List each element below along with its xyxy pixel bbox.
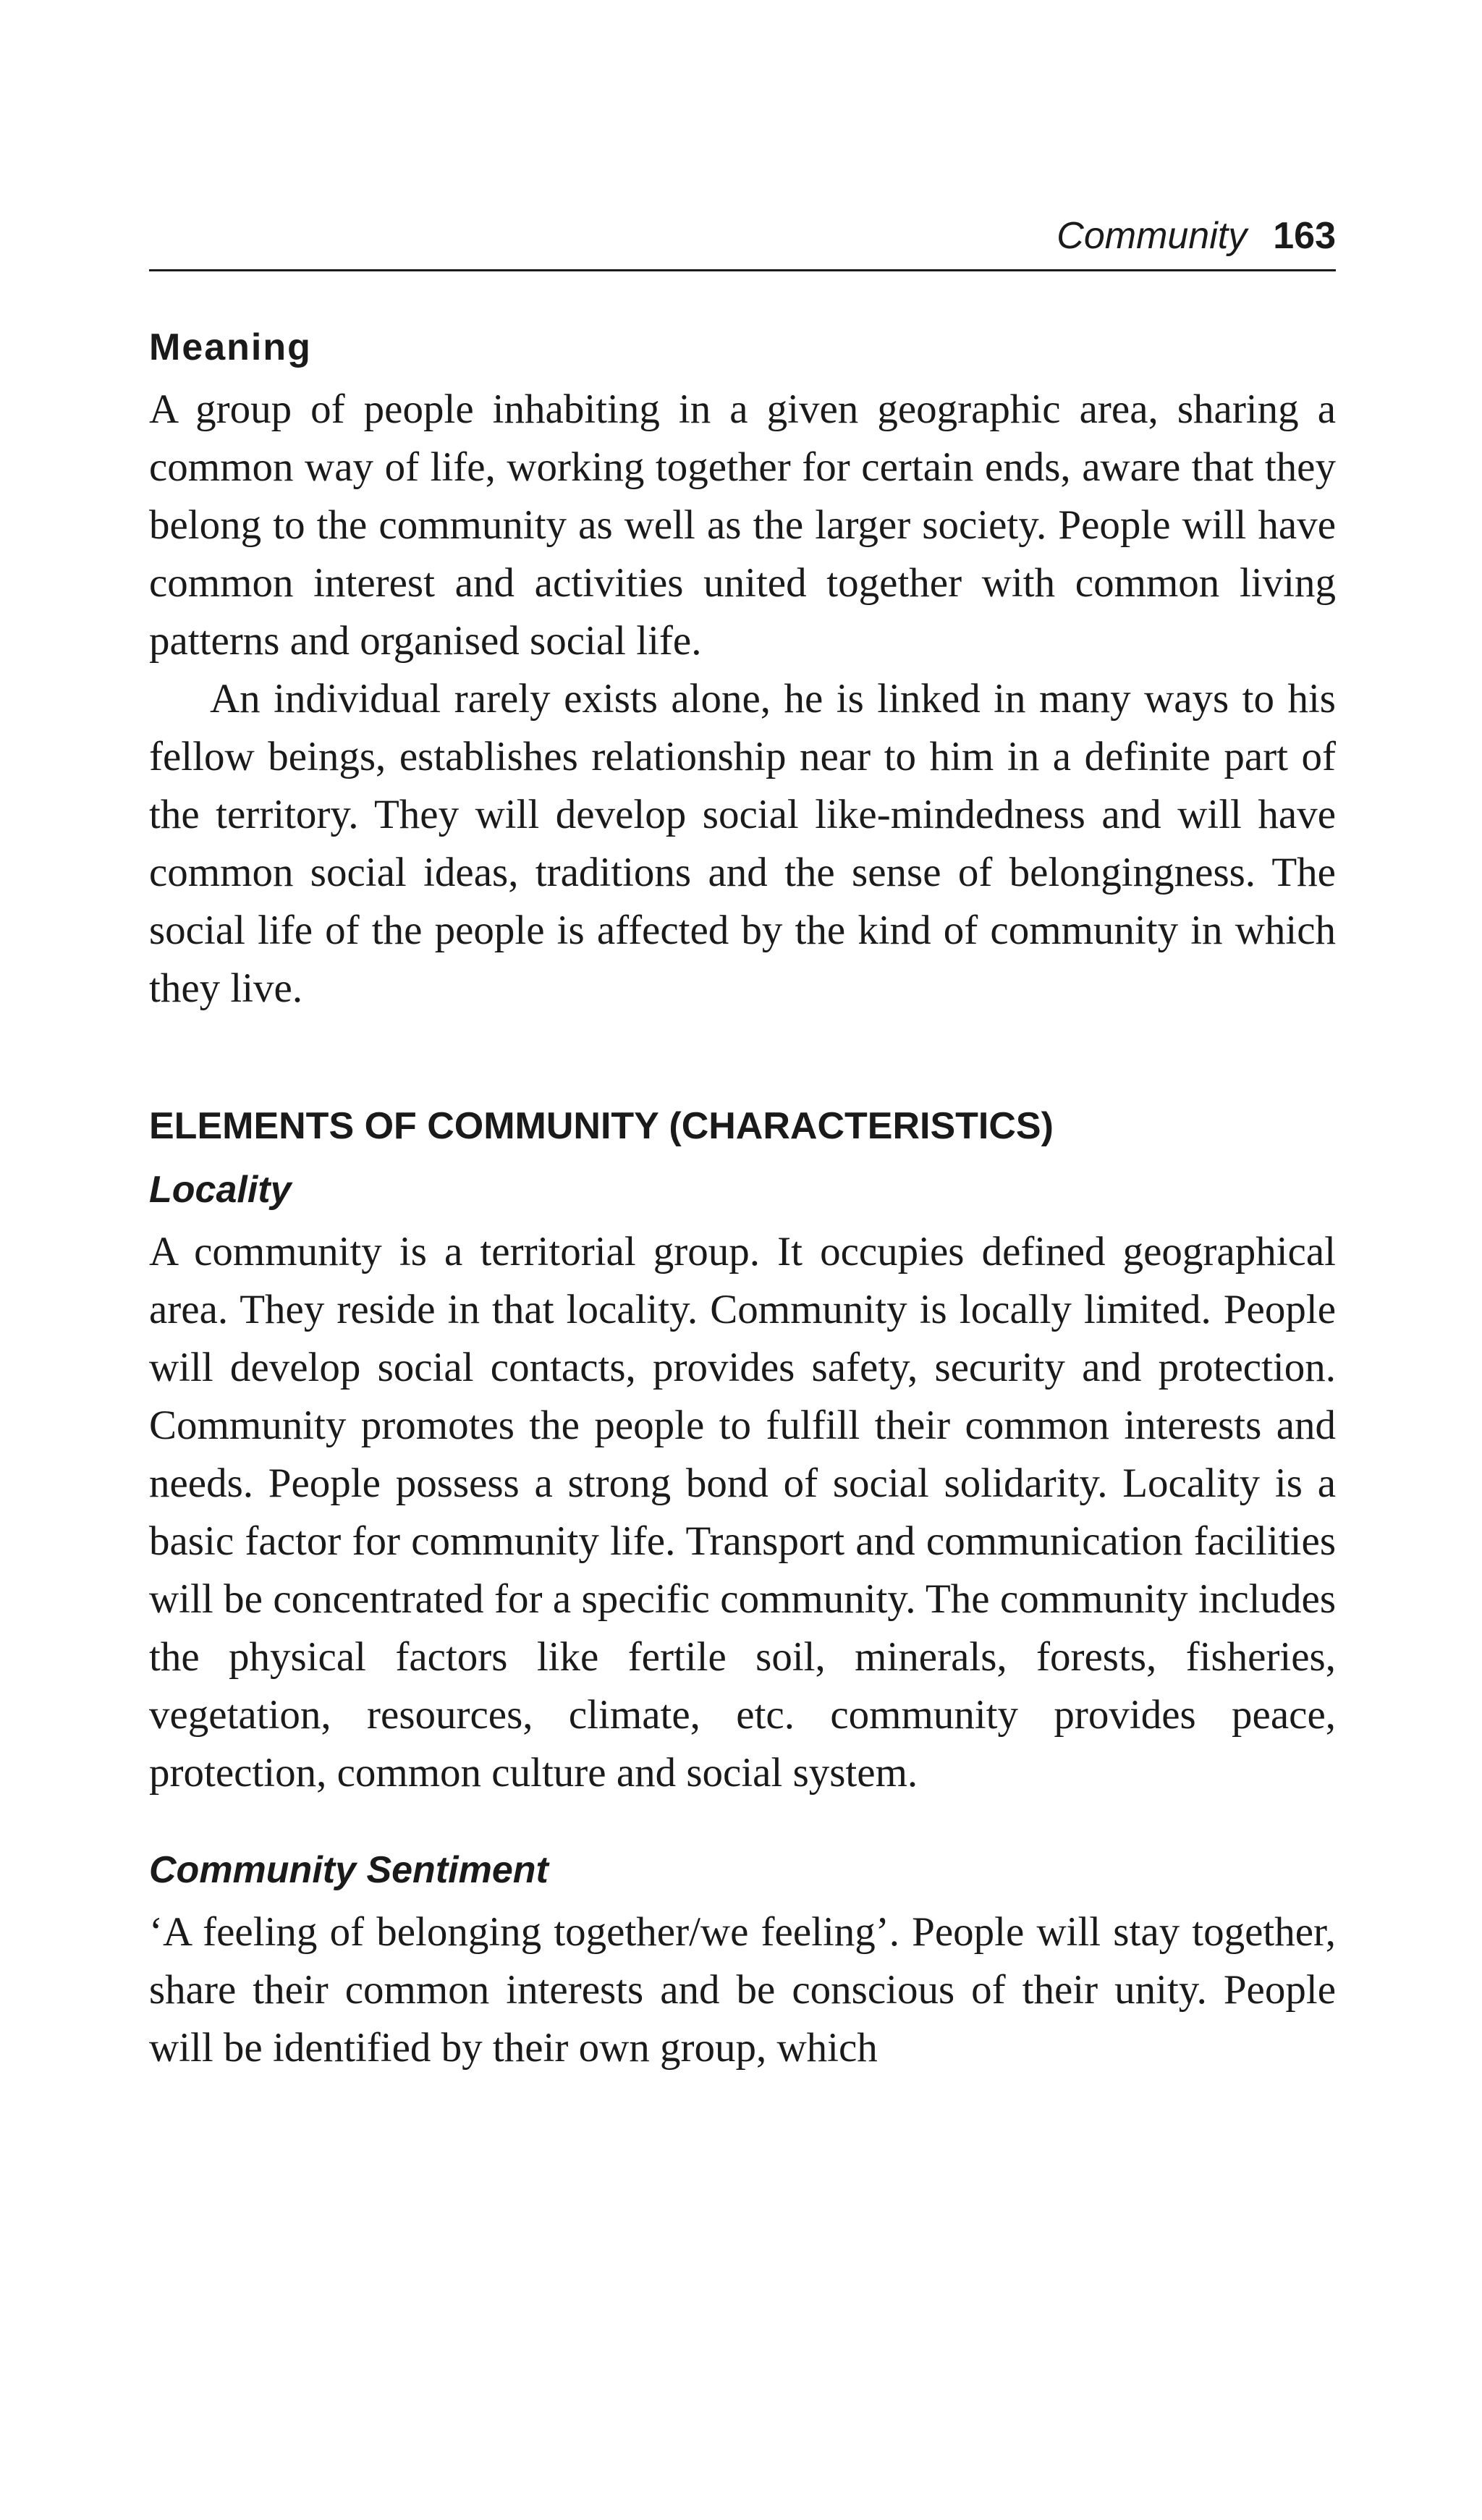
locality-subheading: Locality: [149, 1169, 292, 1211]
page-content: [149, 318, 1336, 2077]
page-number: 163: [1273, 215, 1336, 257]
meaning-paragraph-2: An individual rarely exists alone, he is linked in many ways to his fellow beings, establishes relationship near to him in a definite part of the territory. They will develop social like-mindedness and will have common social ideas, traditions and the sense of belongingness. The social life of the people is affected by the kind of community in which they live.: [149, 676, 1336, 1011]
header-rule: [149, 269, 1336, 271]
locality-paragraph: A community is a territorial group. It occupies defined geographical area. They reside in that locality. Community is locally limited. People will develop social contacts, provides safety, security and protection. Community promotes the people to fulfill their common interests and needs. People possess a strong bond of social solidarity. Locality is a basic factor for community life. Transport and communication facilities will be concentrated for a specific community. The community includes the physical factors like fertile soil, minerals, forests, fisheries, vegetation, resources, climate, etc. community provides peace, protection, common culture and social system.: [149, 1229, 1336, 1796]
sentiment-subheading: Community Sentiment: [149, 1849, 549, 1891]
running-header: [149, 214, 1336, 266]
elements-heading: ELEMENTS OF COMMUNITY (CHARACTERISTICS): [149, 1105, 1054, 1147]
chapter-title: Community: [1057, 215, 1248, 257]
meaning-paragraph-1: A group of people inhabiting in a given geographic area, sharing a common way of life, working together for certain ends, aware that they belong to the community as well as the larger society. People will have common interest and activities united together with common living patterns and organised social life.: [149, 386, 1336, 664]
meaning-heading: Meaning: [149, 326, 312, 368]
sentiment-paragraph: ‘A feeling of belonging together/we feeling’. People will stay together, share their common interests and be conscious of their unity. People will be identified by their own group, which: [149, 1909, 1336, 2071]
